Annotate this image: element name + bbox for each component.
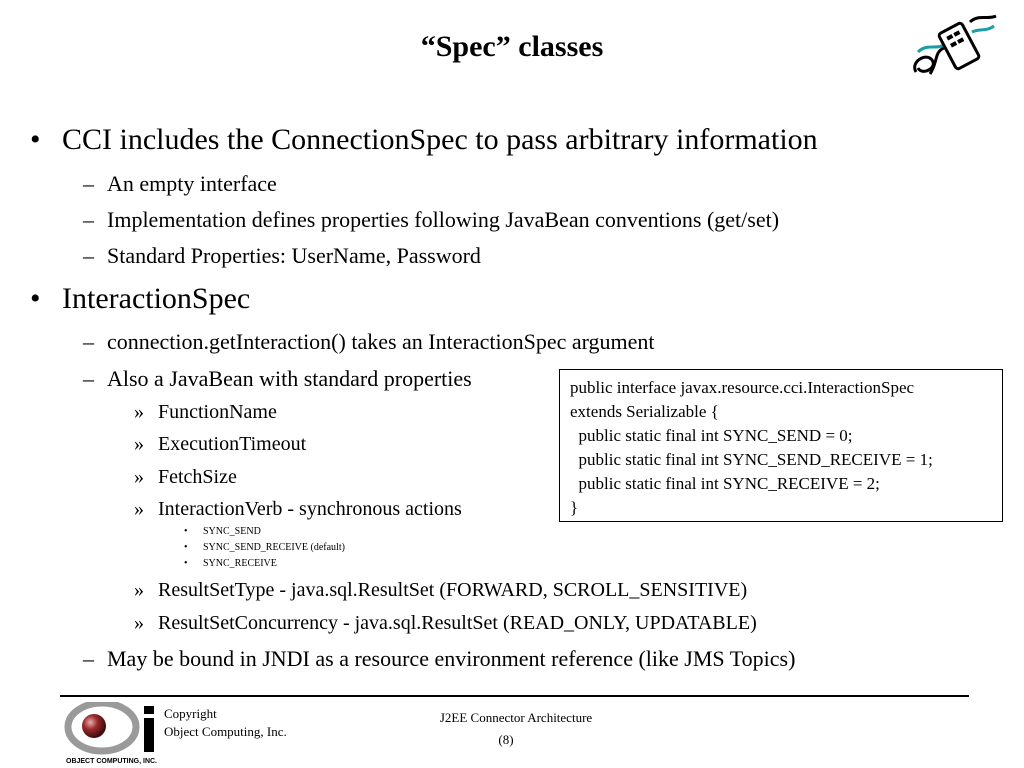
chevron-marker: »: [134, 466, 144, 488]
dash-marker: –: [83, 646, 94, 671]
code-box: [559, 369, 1003, 522]
verb-text: SYNC_RECEIVE: [203, 558, 277, 569]
connector-plug-icon: [908, 12, 1004, 84]
copyright-line: Copyright: [164, 706, 217, 721]
bullet-marker: •: [30, 282, 41, 315]
sub-bullet-text: connection.getInteraction() takes an InteractionSpec argument: [107, 329, 655, 354]
oci-logo-icon: [62, 702, 162, 766]
dot-marker: •: [184, 542, 188, 553]
bullet-text: CCI includes the ConnectionSpec to pass arbitrary information: [62, 123, 818, 156]
sub-bullet-text: May be bound in JNDI as a resource environment reference (like JMS Topics): [107, 646, 796, 671]
dot-marker: •: [184, 558, 188, 569]
sub-bullet-text: Implementation defines properties following JavaBean conventions (get/set): [107, 207, 780, 232]
code-line: public static final int SYNC_SEND_RECEIVE = 1;: [570, 450, 933, 469]
course-title: J2EE Connector Architecture: [439, 710, 593, 725]
chevron-marker: »: [134, 433, 144, 455]
property-text: FunctionName: [158, 401, 277, 423]
page-title: “Spec” classes: [420, 30, 604, 63]
copyright-company: Object Computing, Inc.: [164, 724, 287, 739]
sub-bullet-text: Also a JavaBean with standard properties: [107, 366, 472, 391]
bullet-marker: •: [30, 123, 41, 156]
chevron-marker: »: [134, 498, 144, 520]
dash-marker: –: [83, 329, 94, 354]
footer-divider: [60, 695, 969, 697]
verb-text: SYNC_SEND_RECEIVE (default): [203, 542, 345, 553]
verb-text: SYNC_SEND: [203, 526, 261, 537]
chevron-marker: »: [134, 612, 144, 634]
code-line: public interface javax.resource.cci.InteractionSpec: [570, 378, 915, 397]
sub-bullet-text: Standard Properties: UserName, Password: [107, 243, 481, 268]
dash-marker: –: [83, 243, 94, 268]
sub-bullet-text: An empty interface: [107, 171, 277, 196]
code-line: public static final int SYNC_RECEIVE = 2;: [570, 474, 880, 493]
dash-marker: –: [83, 207, 94, 232]
chevron-marker: »: [134, 579, 144, 601]
page-number: (8): [498, 732, 514, 747]
dot-marker: •: [184, 526, 188, 537]
property-text: ResultSetType - java.sql.ResultSet (FORWARD, SCROLL_SENSITIVE): [158, 579, 748, 601]
code-line: extends Serializable {: [570, 402, 719, 421]
property-text: ExecutionTimeout: [158, 433, 307, 455]
chevron-marker: »: [134, 401, 144, 423]
property-text: FetchSize: [158, 466, 237, 488]
property-text: InteractionVerb - synchronous actions: [158, 498, 462, 520]
logo-wordmark: OBJECT COMPUTING, INC.: [66, 758, 158, 765]
code-line: public static final int SYNC_SEND = 0;: [570, 426, 853, 445]
bullet-text: InteractionSpec: [62, 282, 251, 315]
property-text: ResultSetConcurrency - java.sql.ResultSet (READ_ONLY, UPDATABLE): [158, 612, 757, 634]
dash-marker: –: [83, 171, 94, 196]
dash-marker: –: [83, 366, 94, 391]
code-line: }: [570, 498, 579, 517]
